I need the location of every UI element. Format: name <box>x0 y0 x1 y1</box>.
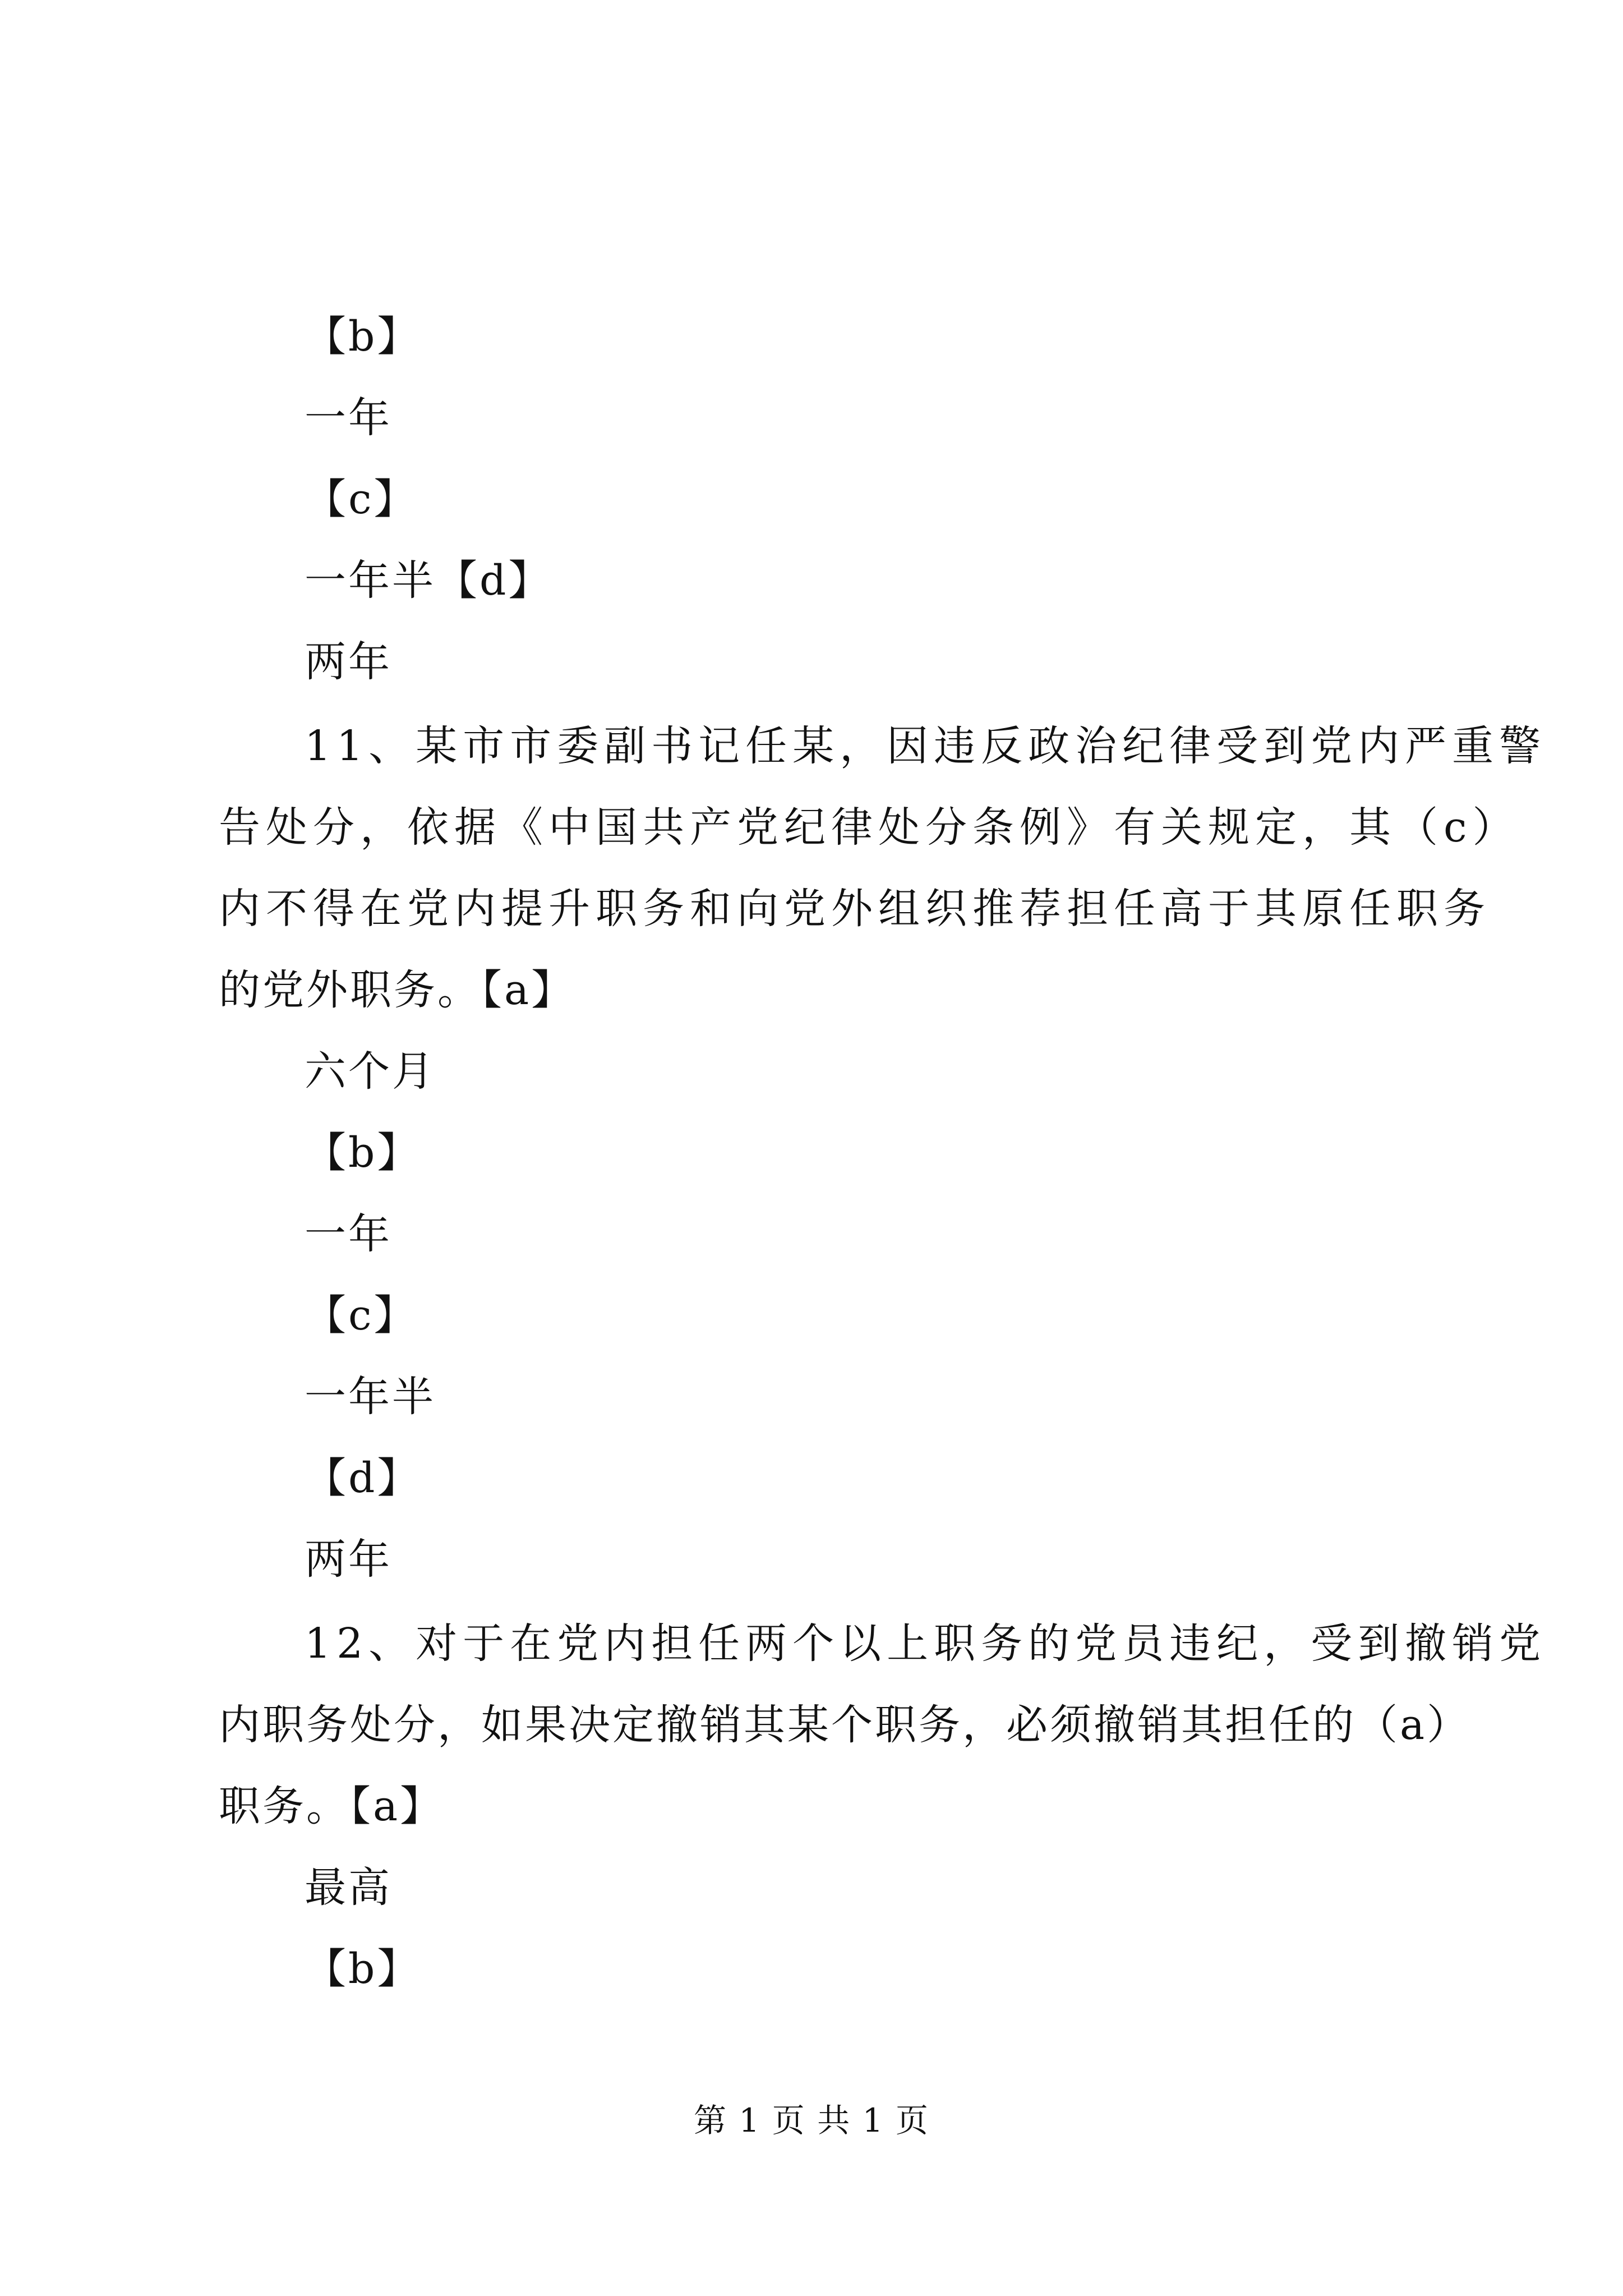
option-label-b: 【b】 <box>305 1945 421 1993</box>
option-text: 两年 <box>305 1535 392 1584</box>
option-text: 一年 <box>305 1210 392 1258</box>
option-text: 一年半【d】 <box>305 556 552 605</box>
question-12-line-1: 12、对于在党内担任两个以上职务的党员违纪，受到撤销党 <box>305 1619 1547 1668</box>
question-12-line-2: 内职务处分，如果决定撤销其某个职务，必须撤销其担任的（a） <box>219 1701 1471 1749</box>
option-label-c: 【c】 <box>305 475 418 523</box>
option-text: 最高 <box>305 1864 392 1912</box>
question-11-line-4: 的党外职务。【a】 <box>219 966 575 1014</box>
option-label-b: 【b】 <box>305 1129 421 1177</box>
question-12-line-3: 职务。【a】 <box>219 1782 444 1830</box>
question-11-line-2: 告处分，依据《中国共产党纪律处分条例》有关规定，其（c） <box>219 803 1520 852</box>
option-text: 一年半 <box>305 1373 436 1421</box>
question-11-line-1: 11、某市市委副书记任某，因违反政治纪律受到党内严重警 <box>305 722 1547 770</box>
option-label-c: 【c】 <box>305 1291 418 1340</box>
option-text: 两年 <box>305 638 392 686</box>
option-label-b: 【b】 <box>305 312 421 361</box>
option-text: 六个月 <box>305 1047 436 1096</box>
option-text: 一年 <box>305 394 392 442</box>
option-label-d: 【d】 <box>305 1454 421 1502</box>
question-11-line-3: 内不得在党内提升职务和向党外组织推荐担任高于其原任职务 <box>219 885 1491 933</box>
page-number-footer: 第 1 页 共 1 页 <box>694 2101 929 2139</box>
